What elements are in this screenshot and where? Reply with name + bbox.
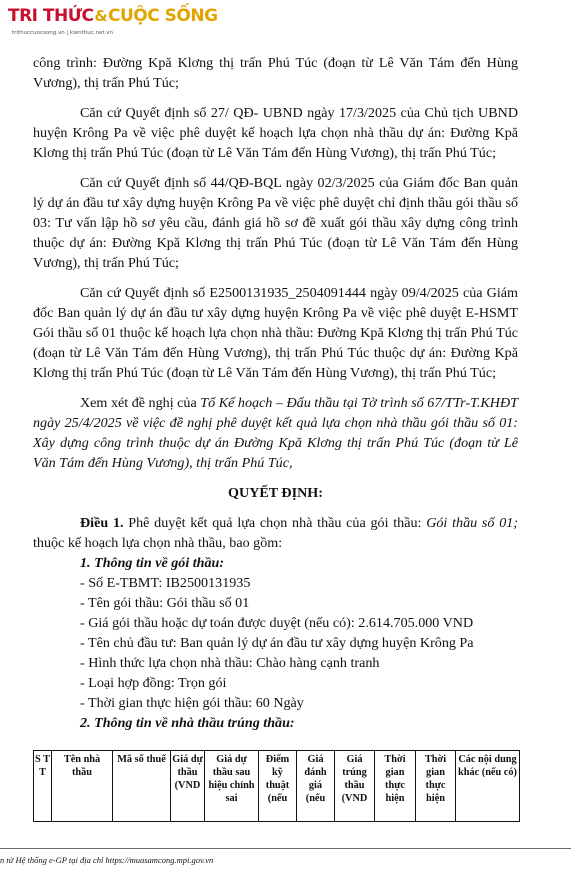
article-1-label: Điều 1. xyxy=(80,515,124,531)
paragraph-review xyxy=(33,393,518,473)
article-1-package: Gói thầu số 01; xyxy=(426,515,518,531)
paragraph-decision-27: Căn cứ Quyết định số 27/ QĐ- UBND ngày 17/3/2025 của Chủ tịch UBND huyện Krông Pa về việc phê duyệt kế hoạch lựa chọn nhà thầu dự án: Đường Kpă Klơng thị trấn Phú Túc (đoạn từ Lê Văn Tám đến Hùng Vương), thị trấn Phú Túc; xyxy=(33,105,518,161)
column-header: Mã số thuế xyxy=(113,751,171,822)
logo-wordmark xyxy=(8,6,218,26)
list-item: - Tên gói thầu: Gói thầu số 01 xyxy=(80,595,250,611)
logo-part1: TRI THỨC xyxy=(8,6,94,26)
site-logo xyxy=(8,6,218,42)
footer-divider xyxy=(0,848,571,849)
column-header: Giá dự thầu sau hiệu chỉnh sai xyxy=(205,751,259,822)
column-header: S T T xyxy=(34,751,52,822)
column-header: Các nội dung khác (nếu có) xyxy=(456,751,520,822)
list-item: - Số E-TBMT: IB2500131935 xyxy=(80,575,251,591)
section-package-info: 1. Thông tin về gói thầu: xyxy=(80,555,225,571)
winner-table xyxy=(33,750,520,822)
list-item: - Tên chủ đầu tư: Ban quản lý dự án đầu tư xây dựng huyện Krông Pa xyxy=(80,635,474,651)
paragraph-decision-44: Căn cứ Quyết định số 44/QĐ-BQL ngày 02/3/2025 của Giám đốc Ban quản lý dự án đầu tư xây dựng huyện Krông Pa về việc phê duyệt chỉ định thầu gói thầu số 03: Tư vấn lập hồ sơ yêu cầu, đánh giá hồ sơ đề xuất gói thầu xây dựng công trình thuộc dự án: Đường Kpă Klơng thị trấn Phú Túc (đoạn từ Lê Văn Tám đến Hùng Vương), thị trấn Phú Túc; xyxy=(33,175,518,271)
column-header: Điểm kỹ thuật (nếu xyxy=(259,751,297,822)
column-header: Giá dự thầu (VND xyxy=(171,751,205,822)
logo-subtitle: trithuccuocsong.vn | kienthuc.net.vn xyxy=(12,30,114,36)
list-item: - Loại hợp đồng: Trọn gói xyxy=(80,675,227,691)
column-header: Tên nhà thầu xyxy=(52,751,113,822)
article-1-text-c: thuộc kế hoạch lựa chọn nhà thầu, bao gồm: xyxy=(33,535,283,551)
logo-part2: CUỘC SỐNG xyxy=(108,6,218,26)
article-1 xyxy=(33,513,518,553)
column-header: Thời gian thực hiện xyxy=(416,751,456,822)
list-item: - Giá gói thầu hoặc dự toán được duyệt (nếu có): 2.614.705.000 VND xyxy=(80,615,474,631)
column-header: Thời gian thực hiện xyxy=(375,751,416,822)
section-winner-info: 2. Thông tin về nhà thầu trúng thầu: xyxy=(80,715,295,731)
footer-note: n từ Hệ thống e-GP tại địa chỉ https://muasamcong.mpi.gov.vn xyxy=(0,855,214,865)
document-body xyxy=(33,53,518,733)
review-detail: Tổ Kế hoạch – Đấu thầu tại Tờ trình số 67/TTr-T.KHĐT ngày 25/4/2025 về việc đề nghị phê duyệt kết quả lựa chọn nhà thầu gói thầu số 01: Xây dựng công trình thuộc dự án Đường Kpă Klơng thị trấn Phú Túc (đoạn từ Lê Văn Tám đến Hùng Vương), thị trấn Phú Túc, xyxy=(33,395,518,471)
column-header: Giá trúng thầu (VND xyxy=(335,751,375,822)
list-item: - Thời gian thực hiện gói thầu: 60 Ngày xyxy=(80,695,304,711)
article-1-text-a: Phê duyệt kết quả lựa chọn nhà thầu của gói thầu: xyxy=(123,515,427,531)
decision-title: QUYẾT ĐỊNH: xyxy=(228,485,323,501)
review-lead: Xem xét đề nghị của xyxy=(80,395,201,411)
paragraph-continued: công trình: Đường Kpă Klơng thị trấn Phú Túc (đoạn từ Lê Văn Tám đến Hùng Vương), thị trấn Phú Túc; xyxy=(33,55,518,91)
paragraph-decision-e-hsmt: Căn cứ Quyết định số E2500131935_2504091444 ngày 09/4/2025 của Giám đốc Ban quản lý dự án đầu tư xây dựng huyện Krông Pa về việc phê duyệt E-HSMT Gói thầu số 01 thuộc kế hoạch lựa chọn nhà thầu: Đường Kpă Klơng thị trấn Phú Túc (đoạn từ Lê Văn Tám đến Hùng Vương), thị trấn Phú Túc thuộc dự án: Đường Kpă Klơng thị trấn Phú Túc (đoạn từ Lê Văn Tám đến Hùng Vương), thị trấn Phú Túc; xyxy=(33,285,518,381)
column-header: Giá đánh giá (nếu xyxy=(297,751,335,822)
table-header-row xyxy=(34,751,520,822)
list-item: - Hình thức lựa chọn nhà thầu: Chào hàng cạnh tranh xyxy=(80,655,380,671)
logo-ampersand: & xyxy=(94,7,108,25)
